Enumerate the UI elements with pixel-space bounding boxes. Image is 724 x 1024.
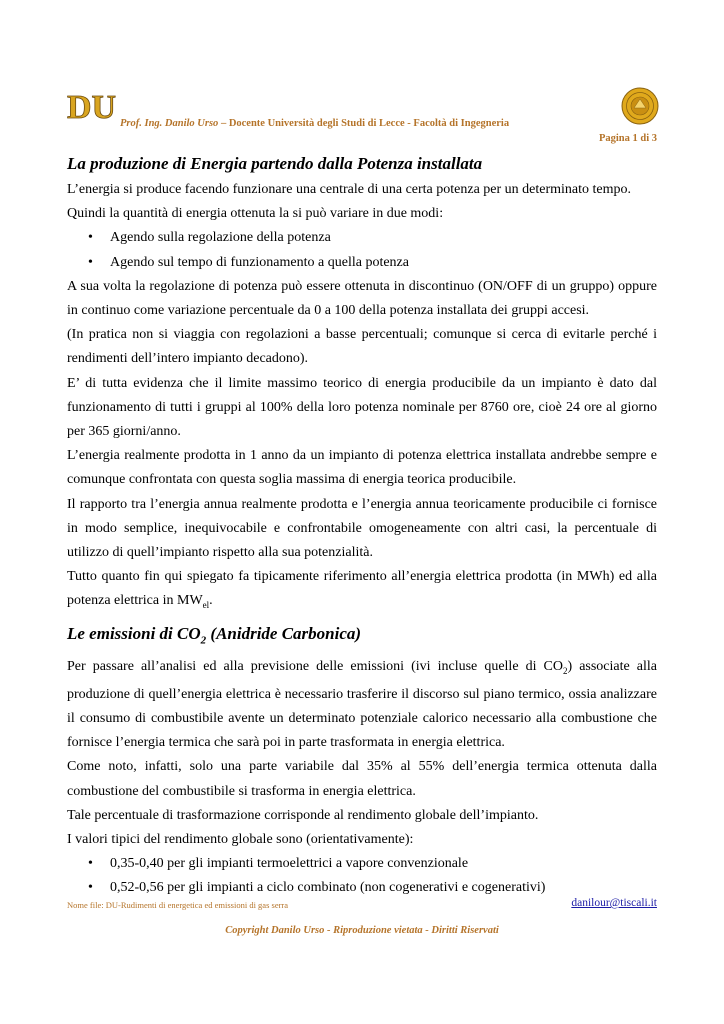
- title-text-end: (Anidride Carbonica): [206, 624, 362, 644]
- subscript-2: 2: [200, 634, 207, 647]
- list-item: • Agendo sulla regolazione della potenza: [67, 226, 657, 250]
- paragraph-text-end: ) associate alla produzione di quell’energia elettrica è necessario trasferire il discorso sul piano termico, ossia analizzare il consumo di combustibile avente un determinato potenziale calorico necessario alla combustione che fornisce l’energia termica che sarà poi in parte trasformata in energia elettrica.: [67, 658, 657, 751]
- paragraph: Tale percentuale di trasformazione corrisponde al rendimento globale dell’impianto.: [67, 807, 539, 823]
- paragraph: (In pratica non si viaggia con regolazioni a basse percentuali; comunque si cerca di evitarle perché i rendimenti dell’intero impianto decadono).: [67, 327, 657, 367]
- paragraph: L’energia realmente prodotta in 1 anno da un impianto di potenza elettrica installata andrebbe sempre e comunque confrontata con questa soglia massima di energia teorica producibile.: [67, 448, 657, 488]
- copyright-notice: Copyright Danilo Urso - Riproduzione vietata - Diritti Riservati: [225, 925, 499, 936]
- paragraph-end: .: [209, 593, 213, 609]
- list-item: • 0,35-0,40 per gli impianti termoelettrici a vapore convenzionale: [67, 852, 657, 876]
- paragraph-text: Tutto quanto fin qui spiegato fa tipicamente riferimento all’energia elettrica prodotta (in MWh) ed alla potenza elettrica in MW: [67, 569, 657, 609]
- list-item: • Agendo sul tempo di funzionamento a quella potenza: [67, 251, 657, 275]
- bullet-list-efficiency: [67, 852, 657, 900]
- paragraph: Il rapporto tra l’energia annua realmente prodotta e l’energia annua teoricamente producibile ci fornisce in modo semplice, inequivocabile e confrontabile omogeneamente con altri casi, la percentuale di utilizzo di quell’impianto rispetto alla sua potenzialità.: [67, 496, 657, 561]
- footer: [67, 899, 657, 913]
- section-title-production: La produzione di Energia partendo dalla Potenza installata: [67, 154, 483, 173]
- page-number: Pagina 1 di 3: [598, 133, 657, 144]
- header-line: [120, 118, 509, 129]
- bullet-list-methods: [67, 226, 657, 274]
- paragraph: I valori tipici del rendimento globale sono (orientativamente):: [67, 832, 414, 848]
- logo-letter-d: DU: [67, 89, 117, 126]
- paragraph: L’energia si produce facendo funzionare una centrale di una certa potenza per un determinato tempo.: [67, 182, 632, 197]
- author-name: Prof. Ing. Danilo Urso: [120, 118, 219, 129]
- du-logo: [66, 88, 124, 132]
- list-item: • 0,52-0,56 per gli impianti a ciclo combinato (non cogenerativi e cogenerativi): [67, 876, 657, 900]
- paragraph: [67, 655, 657, 756]
- paragraph: A sua volta la regolazione di potenza può essere ottenuta in discontinuo (ON/OFF di un gruppo) oppure in continuo come variazione percentuale da 0 a 100 della potenza installata dei gruppi accesi.: [67, 278, 657, 319]
- paragraph: E’ di tutta evidenza che il limite massimo teorico di energia producibile da un impianto è dato dal funzionamento di tutti i gruppi al 100% della loro potenza nominale per 8760 ore, cioè 24 ore al giorno per 365 giorni/anno.: [67, 375, 657, 440]
- title-text: Le emissioni di CO: [67, 624, 201, 644]
- section-title-emissions: [67, 620, 657, 654]
- university-seal-icon: [621, 87, 659, 125]
- paragraph: [67, 565, 657, 617]
- email-link[interactable]: danilour@tiscali.it: [571, 897, 657, 909]
- paragraph: Come noto, infatti, solo una parte variabile dal 35% al 55% dell’energia termica ottenuta dalla combustione del combustibile si trasforma in energia elettrica.: [67, 759, 657, 799]
- file-name: Nome file: DU-Rudimenti di energetica ed emissioni di gas serra: [67, 900, 289, 910]
- paragraph: Quindi la quantità di energia ottenuta la si può variare in due modi:: [67, 206, 444, 222]
- subscript-el: el: [202, 600, 210, 611]
- author-affiliation: – Docente Università degli Studi di Lecce - Facoltà di Ingegneria: [218, 118, 510, 129]
- document-body: [67, 150, 657, 901]
- paragraph-text: Per passare all’analisi ed alla previsione delle emissioni (ivi incluse quelle di CO: [67, 658, 563, 674]
- subscript-2: 2: [562, 665, 568, 676]
